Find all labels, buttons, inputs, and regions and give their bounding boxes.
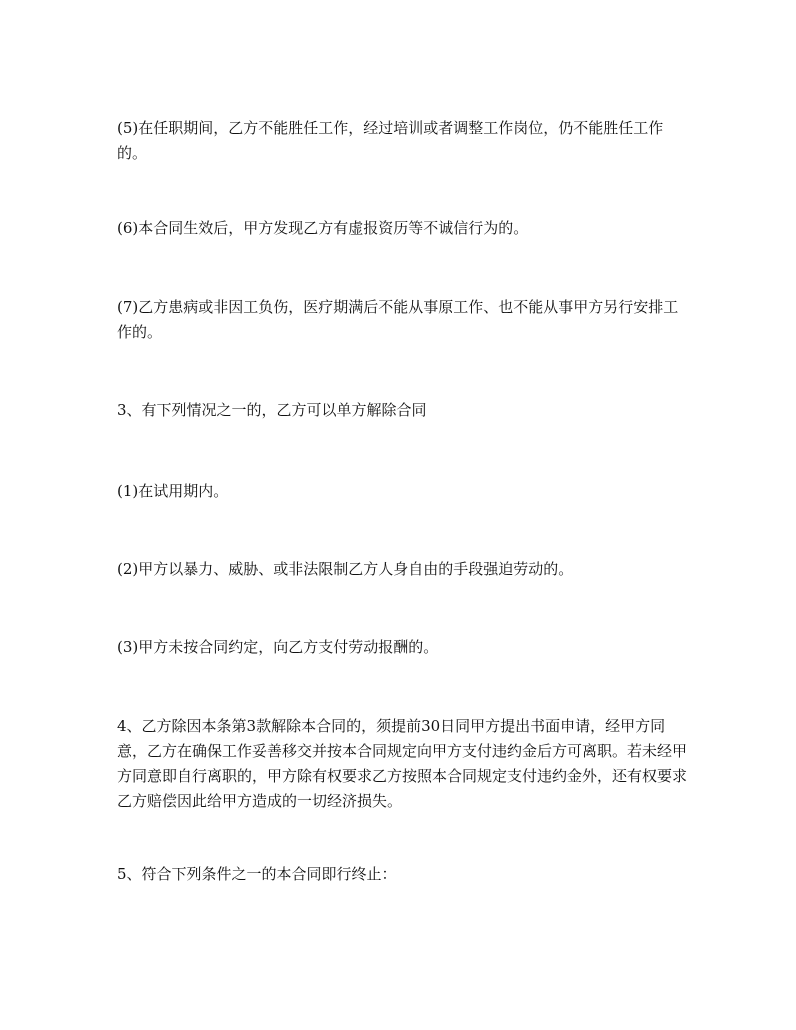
clause-2-item-7: (7)乙方患病或非因工负伤，医疗期满后不能从事原工作、也不能从事甲方另行安排工作的。: [117, 298, 679, 341]
clause-5-heading: 5、符合下列条件之一的本合同即行终止：: [117, 865, 397, 883]
clause-3-heading: 3、有下列情况之一的，乙方可以单方解除合同: [117, 401, 427, 419]
clause-3-item-1: (1)在试用期内。: [117, 482, 229, 500]
clause-2-item-6: (6)本合同生效后，甲方发现乙方有虚报资历等不诚信行为的。: [117, 219, 529, 237]
clause-3-item-3: (3)甲方未按合同约定，向乙方支付劳动报酬的。: [117, 638, 439, 656]
clause-4-paragraph: 4、乙方除因本条第3款解除本合同的，须提前30日同甲方提出书面申请，经甲方同意，乙方在确保工作妥善移交并按本合同规定向甲方支付违约金后方可离职。若未经甲方同意即自行离职的，甲方除有权要求乙方按照本合同规定支付违约金外，还有权要求乙方赔偿因此给甲方造成的一切经济损失。: [117, 717, 688, 810]
clause-3-item-2: (2)甲方以暴力、威胁、或非法限制乙方人身自由的手段强迫劳动的。: [117, 560, 574, 578]
clause-2-item-5: (5)在任职期间，乙方不能胜任工作，经过培训或者调整工作岗位，仍不能胜任工作的。: [117, 119, 664, 162]
